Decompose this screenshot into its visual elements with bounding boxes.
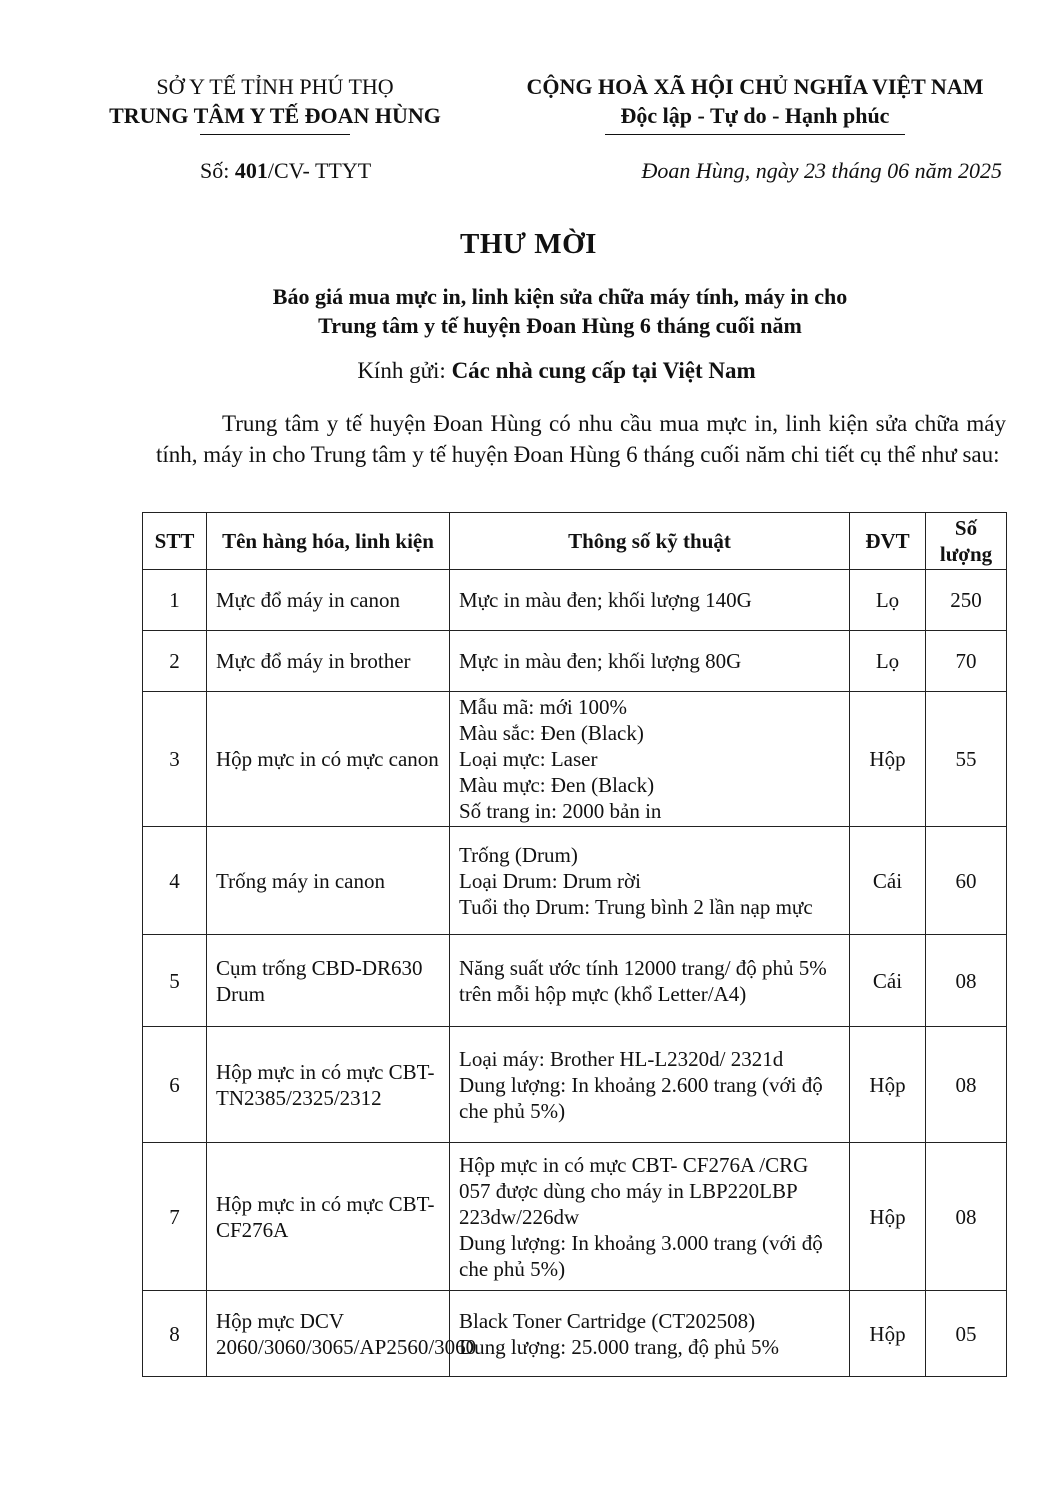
table-row bbox=[143, 1027, 1007, 1143]
row-unit: Lọ bbox=[850, 570, 926, 631]
spec-line: Loại mực: Laser bbox=[459, 747, 598, 771]
row-spec bbox=[450, 827, 850, 935]
table-row bbox=[143, 570, 1007, 631]
table-row bbox=[143, 1143, 1007, 1291]
row-qty: 70 bbox=[926, 631, 1007, 692]
row-spec bbox=[450, 1291, 850, 1377]
doc-number-prefix: Số: bbox=[200, 158, 235, 183]
row-qty: 60 bbox=[926, 827, 1007, 935]
row-unit: Cái bbox=[850, 935, 926, 1027]
row-name: Hộp mực DCV 2060/3060/3065/AP2560/3060 bbox=[207, 1291, 450, 1377]
table-row bbox=[143, 1291, 1007, 1377]
spec-line: Năng suất ước tính 12000 trang/ độ phủ 5% trên mỗi hộp mực (khổ Letter/A4) bbox=[459, 955, 827, 1006]
national-title: CỘNG HOÀ XÃ HỘI CHỦ NGHĨA VIỆT NAM bbox=[526, 74, 984, 99]
document-title: THƯ MỜI bbox=[460, 228, 597, 260]
spec-line: Mực in màu đen; khối lượng 140G bbox=[459, 588, 752, 612]
spec-line: Loại Drum: Drum rời bbox=[459, 868, 641, 893]
row-spec bbox=[450, 692, 850, 827]
row-spec bbox=[450, 1143, 850, 1291]
table-row bbox=[143, 827, 1007, 935]
spec-line: Tuổi thọ Drum: Trung bình 2 lần nạp mực bbox=[459, 894, 813, 919]
spec-line: Dung lượng: In khoảng 3.000 trang (với độ che phủ 5%) bbox=[459, 1230, 823, 1281]
row-unit: Hộp bbox=[850, 692, 926, 827]
row-unit: Hộp bbox=[850, 1027, 926, 1143]
row-qty: 08 bbox=[926, 1143, 1007, 1291]
items-table bbox=[142, 512, 1007, 1377]
header-qty: Số lượng bbox=[926, 513, 1007, 570]
document-date: Đoan Hùng, ngày 23 tháng 06 năm 2025 bbox=[641, 158, 1002, 183]
spec-line: Số trang in: 2000 bản in bbox=[459, 799, 662, 823]
issuer-header bbox=[100, 72, 450, 135]
row-stt: 3 bbox=[143, 692, 207, 827]
row-qty: 05 bbox=[926, 1291, 1007, 1377]
spec-line: Trống (Drum) bbox=[459, 842, 578, 867]
center-name: TRUNG TÂM Y TẾ ĐOAN HÙNG bbox=[109, 103, 441, 128]
row-qty: 55 bbox=[926, 692, 1007, 827]
row-qty: 08 bbox=[926, 1027, 1007, 1143]
spec-line: Mực in màu đen; khối lượng 80G bbox=[459, 649, 742, 673]
row-name: Cụm trống CBD-DR630 Drum bbox=[207, 935, 450, 1027]
intro-paragraph: Trung tâm y tế huyện Đoan Hùng có nhu cầu mua mực in, linh kiện sửa chữa máy tính, máy in cho Trung tâm y tế huyện Đoan Hùng 6 tháng cuối năm chi tiết cụ thể như sau: bbox=[156, 411, 1006, 467]
subject-line-1: Báo giá mua mực in, linh kiện sửa chữa máy tính, máy in cho bbox=[272, 284, 848, 309]
header-unit: ĐVT bbox=[850, 513, 926, 570]
spec-line: Màu mực: Đen (Black) bbox=[459, 773, 655, 797]
spec-line: Dung lượng: 25.000 trang, độ phủ 5% bbox=[459, 1334, 779, 1359]
spec-line: Black Toner Cartridge (CT202508) bbox=[459, 1308, 756, 1333]
department-name: SỞ Y TẾ TỈNH PHÚ THỌ bbox=[156, 74, 394, 99]
row-spec bbox=[450, 1027, 850, 1143]
row-name: Hộp mực in có mực canon bbox=[207, 692, 450, 827]
row-name: Hộp mực in có mực CBT-TN2385/2325/2312 bbox=[207, 1027, 450, 1143]
row-stt: 2 bbox=[143, 631, 207, 692]
subject-line-2: Trung tâm y tế huyện Đoan Hùng 6 tháng cuối năm bbox=[318, 313, 802, 338]
row-spec bbox=[450, 570, 850, 631]
document-number bbox=[200, 158, 371, 184]
row-spec bbox=[450, 935, 850, 1027]
row-qty: 250 bbox=[926, 570, 1007, 631]
spec-line: Mẫu mã: mới 100% bbox=[459, 695, 627, 719]
doc-number-suffix: /CV- TTYT bbox=[267, 158, 372, 183]
row-unit: Hộp bbox=[850, 1291, 926, 1377]
header-spec: Thông số kỹ thuật bbox=[450, 513, 850, 570]
doc-number-value: 401 bbox=[234, 158, 268, 183]
document-subject bbox=[140, 282, 980, 340]
row-stt: 8 bbox=[143, 1291, 207, 1377]
spec-line: Dung lượng: In khoảng 2.600 trang (với độ che phủ 5%) bbox=[459, 1072, 823, 1123]
spec-line: Loại máy: Brother HL-L2320d/ 2321d bbox=[459, 1046, 784, 1071]
row-stt: 6 bbox=[143, 1027, 207, 1143]
row-stt: 7 bbox=[143, 1143, 207, 1291]
row-unit: Hộp bbox=[850, 1143, 926, 1291]
greeting-label: Kính gửi: bbox=[357, 358, 452, 383]
row-name: Hộp mực in có mực CBT-CF276A bbox=[207, 1143, 450, 1291]
national-header bbox=[505, 72, 1005, 135]
greeting bbox=[0, 358, 1057, 384]
table-row bbox=[143, 692, 1007, 827]
row-stt: 1 bbox=[143, 570, 207, 631]
row-unit: Lọ bbox=[850, 631, 926, 692]
row-name: Trống máy in canon bbox=[207, 827, 450, 935]
national-motto: Độc lập - Tự do - Hạnh phúc bbox=[620, 103, 890, 128]
issuer-underline bbox=[200, 134, 350, 135]
table-row bbox=[143, 631, 1007, 692]
row-name: Mực đổ máy in brother bbox=[207, 631, 450, 692]
spec-line: Màu sắc: Đen (Black) bbox=[459, 721, 644, 745]
motto-underline bbox=[605, 134, 905, 135]
row-stt: 4 bbox=[143, 827, 207, 935]
row-qty: 08 bbox=[926, 935, 1007, 1027]
table-row bbox=[143, 935, 1007, 1027]
row-name: Mực đổ máy in canon bbox=[207, 570, 450, 631]
header-name: Tên hàng hóa, linh kiện bbox=[207, 513, 450, 570]
spec-line: Hộp mực in có mực CBT- CF276A /CRG 057 được dùng cho máy in LBP220LBP 223dw/226dw bbox=[459, 1152, 809, 1229]
greeting-recipient: Các nhà cung cấp tại Việt Nam bbox=[451, 358, 756, 383]
header-stt: STT bbox=[143, 513, 207, 570]
row-stt: 5 bbox=[143, 935, 207, 1027]
row-spec bbox=[450, 631, 850, 692]
row-unit: Cái bbox=[850, 827, 926, 935]
table-header-row bbox=[143, 513, 1007, 570]
